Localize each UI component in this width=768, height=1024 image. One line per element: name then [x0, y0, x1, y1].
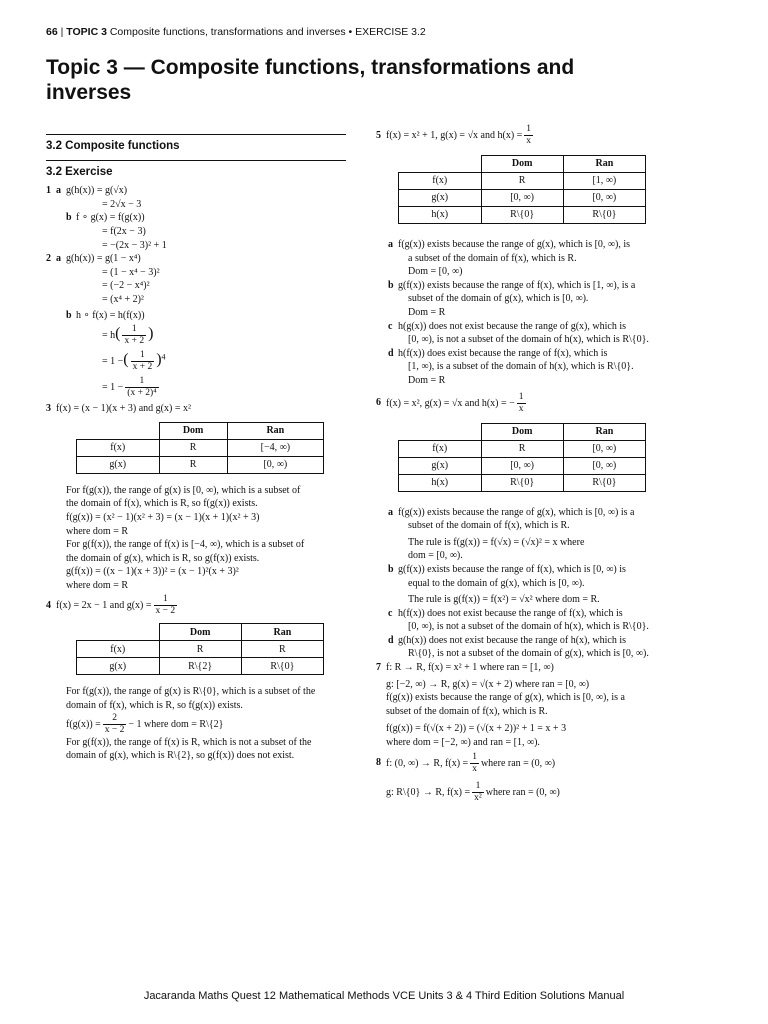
question-5 [376, 124, 672, 388]
q6-line: The rule is g(f(x)) = f(x²) = √x² where dom = R. [408, 594, 600, 606]
q5-number: 5 [376, 129, 381, 141]
q3-line: g(f(x)) = ((x − 1)(x + 3))² = (x − 1)²(x + 3)² [66, 566, 239, 578]
q7-line: f: R → R, f(x) = x² + 1 where ran = [1, ∞) [386, 662, 554, 674]
question-4 [46, 594, 346, 762]
q6-line: [0, ∞), is not a subset of the domain of h(x), which is R\{0}. [408, 621, 649, 633]
running-header [46, 26, 426, 38]
q2-number: 2 [46, 253, 51, 265]
table-header-ran: Ran [563, 156, 645, 173]
q1b-line: = −(2x − 3)² + 1 [102, 239, 167, 251]
q4-line: For g(f(x)), the range of f(x) is R, which is not a subset of the [66, 736, 312, 748]
table-header-dom: Dom [481, 156, 563, 173]
left-column [46, 134, 346, 763]
q3-line: where dom = R [66, 525, 129, 537]
q4-fraction: $\frac{2}{x - 2}$ [104, 712, 125, 735]
q5-line: Dom = R [408, 306, 446, 318]
q3-line: the domain of g(x), which is R, so g(f(x)) exists. [66, 552, 260, 564]
q6-line: The rule is f(g(x)) = f(√x) = (√x)² = x where [408, 536, 585, 548]
header-separator: | [60, 26, 64, 38]
section-heading: 3.2 Composite functions [46, 140, 180, 152]
q5-line: Dom = [0, ∞) [408, 266, 463, 278]
q8-line: f: (0, ∞) → R, f(x) = [386, 757, 469, 769]
q3-line: where dom = R [66, 579, 129, 591]
table-header-dom: Dom [159, 422, 227, 439]
q1a-line: g(h(x)) = g(√x) [66, 185, 128, 197]
table-header-ran: Ran [563, 423, 645, 440]
header-bullet: • [348, 26, 353, 38]
q5-line: [1, ∞), is a subset of the domain of h(x), which is R\{0}. [408, 361, 634, 373]
q4-line: domain of f(x), which is R, so f(g(x)) exists. [66, 700, 243, 712]
q6-line: subset of the domain of f(x), which is R. [408, 520, 570, 532]
q2-part-b: b [66, 309, 72, 321]
q8-line: where ran = (0, ∞) [480, 757, 556, 769]
q2b-line: = 1 − [102, 355, 124, 367]
q3-line: f(g(x)) = (x² − 1)(x² + 3) = (x − 1)(x + 1)(x² + 3) [66, 511, 260, 523]
q5-part-c: c [388, 320, 393, 332]
q8-fraction: $\frac{1}{x}$ [472, 751, 477, 774]
exercise-heading: 3.2 Exercise [46, 165, 113, 178]
header-topic: TOPIC 3 [66, 26, 107, 38]
table-header-dom: Dom [481, 423, 563, 440]
q3-line: the domain of f(x), which is R, so f(g(x)) exists. [66, 498, 258, 510]
table-row: h(x) R\{0} R\{0} [399, 207, 646, 224]
q5-line: a subset of the domain of f(x), which is R. [408, 252, 577, 264]
page-number: 66 [46, 26, 58, 38]
q6-part-d: d [388, 634, 394, 646]
q7-line: f(g(x)) = f(√(x + 2)) = (√(x + 2))² + 1 = x + 3 [386, 723, 567, 735]
header-exercise: EXERCISE 3.2 [355, 26, 426, 38]
q7-line: f(g(x)) exists because the range of g(x), which is [0, ∞), is a [386, 692, 625, 704]
table-header-ran: Ran [227, 422, 323, 439]
table-row: g(x) R\{2} R\{0} [77, 658, 324, 675]
q7-number: 7 [376, 662, 381, 674]
question-3 [46, 402, 346, 592]
table-row: f(x) R R [77, 641, 324, 658]
question-7 [376, 661, 672, 750]
q5-part-a: a [388, 239, 393, 250]
table-row: g(x) R [0, ∞) [77, 456, 324, 473]
q2a-line: = (x⁴ + 2)² [102, 293, 144, 305]
question-8 [376, 752, 672, 804]
q1-part-a: a [56, 185, 61, 197]
q2b-exponent: 4 [161, 352, 166, 362]
q2b-line: = 1 − [102, 381, 124, 393]
q7-line: g: [−2, ∞) → R, g(x) = √(x + 2) where ran = [0, ∞) [386, 678, 590, 690]
section-rule-bottom [46, 160, 346, 161]
q6-table [398, 423, 646, 492]
header-topic-title: Composite functions, transformations and inverses [109, 26, 346, 38]
q5-line: h(f(x)) does exist because the range of f(x), which is [398, 347, 608, 359]
q8-fraction: $\frac{1}{\text{x²}}$ [474, 780, 482, 803]
q1a-line: = 2√x − 3 [102, 198, 142, 210]
q6-fraction: $\frac{1}{x}$ [518, 391, 524, 414]
q3-line: For f(g(x)), the range of g(x) is [0, ∞), which is a subset of [66, 484, 301, 496]
q5-line: subset of the domain of g(x), which is [0, ∞). [408, 293, 589, 305]
question-2: 2 a g(h(x)) = g(1 − x⁴) = (1 − x⁴ − 3)² = (−2 − x⁴)² = (x⁴ + 2)² b h ∘ f(x) = h(f(x)) = h( $\frac{1}{x + 2}$ ) = 1 −( $\frac{1}{x + 2}$ )$^4$ = 1 − $\frac{1}{\text{(x + 2)⁴}}$ [46, 252, 346, 399]
page-footer: Jacaranda Maths Quest 12 Mathematical Methods VCE Units 3 & 4 Third Edition Solutions Manual [143, 990, 625, 1002]
q4-fraction: $\frac{1}{x - 2}$ [155, 594, 176, 617]
question-6 [376, 392, 672, 662]
q4-table [76, 623, 324, 675]
table-row: f(x) R [0, ∞) [399, 440, 646, 457]
q6-number: 6 [376, 397, 381, 409]
table-row: g(x) [0, ∞) [0, ∞) [399, 190, 646, 207]
q6-part-b: b [388, 563, 394, 575]
q4-line: domain of g(x), which is R\{2}, so g(f(x)) does not exist. [66, 750, 295, 762]
q5-part-d: d [388, 347, 394, 359]
q3-table [76, 422, 324, 474]
q6-line: dom = [0, ∞). [408, 550, 463, 562]
q2-part-a: a [56, 253, 61, 265]
q8-number: 8 [376, 757, 381, 769]
q2a-line: g(h(x)) = g(1 − x⁴) [66, 253, 141, 265]
question-1 [46, 184, 346, 252]
q2b-fraction: $\frac{1}{x + 2}$ [124, 324, 145, 347]
q2b-line: = h [102, 329, 116, 341]
q5-statement: f(x) = x² + 1, g(x) = √x and h(x) = [386, 129, 523, 141]
table-row: g(x) [0, ∞) [0, ∞) [399, 457, 646, 474]
table-header-ran: Ran [241, 624, 323, 641]
q6-line: h(f(x)) does not exist because the range of f(x), which is [398, 607, 623, 619]
q7-line: where dom = [−2, ∞) and ran = [1, ∞). [386, 737, 540, 749]
q5-line: g(f(x)) exists because the range of f(x), which is [1, ∞), is a [398, 279, 636, 291]
q6-part-a: a [388, 506, 393, 518]
q6-line: equal to the domain of g(x), which is [0, ∞). [408, 577, 585, 589]
q5-line: h(g(x)) does not exist because the range of g(x), which is [398, 320, 626, 332]
q2a-line: = (−2 − x⁴)² [102, 280, 150, 292]
section-rule-top [46, 134, 346, 135]
q8-line: g: R\{0} → R, f(x) = [386, 786, 471, 798]
table-row: h(x) R\{0} R\{0} [399, 474, 646, 491]
q4-line: − 1 where dom = R\{2} [128, 718, 224, 730]
q5-table [398, 155, 646, 224]
q3-line: For g(f(x)), the range of f(x) is [−4, ∞), which is a subset of [66, 539, 305, 551]
table-row: f(x) R [1, ∞) [399, 173, 646, 190]
q1-part-b: b [66, 212, 72, 224]
q3-statement: f(x) = (x − 1)(x + 3) and g(x) = x² [56, 403, 191, 415]
q5-line: f(g(x)) exists because the range of g(x), which is [0, ∞), is [398, 239, 631, 250]
q6-part-c: c [388, 607, 393, 619]
q6-statement: f(x) = x², g(x) = √x and h(x) = − [386, 397, 515, 409]
q1b-line: f ∘ g(x) = f(g(x)) [76, 212, 145, 224]
q4-line: f(g(x)) = [66, 718, 101, 730]
q2b-fraction: $\frac{1}{x + 2}$ [132, 350, 153, 373]
q6-line: g(f(x)) exists because the range of f(x), which is [0, ∞) is [398, 563, 626, 575]
q6-line: g(h(x)) does not exist because the range of h(x), which is [398, 634, 626, 646]
table-row: f(x) R [−4, ∞) [77, 439, 324, 456]
q6-line: R\{0}, is not a subset of the domain of g(x), which is [0, ∞). [408, 648, 649, 660]
q4-statement: f(x) = 2x − 1 and g(x) = [56, 600, 152, 612]
q4-number: 4 [46, 600, 51, 612]
q5-part-b: b [388, 279, 394, 291]
q4-line: For f(g(x)), the range of g(x) is R\{0}, which is a subset of the [66, 686, 316, 698]
q5-line: [0, ∞), is not a subset of the domain of h(x), which is R\{0}. [408, 334, 649, 346]
table-header-dom: Dom [159, 624, 241, 641]
q3-number: 3 [46, 403, 51, 415]
q5-fraction: $\frac{1}{x}$ [526, 124, 532, 146]
q6-line: f(g(x)) exists because the range of g(x), which is [0, ∞) is a [398, 506, 635, 518]
q1b-line: = f(2x − 3) [102, 225, 146, 237]
q2b-fraction: $\frac{1}{\text{(x + 2)⁴}}$ [127, 376, 157, 399]
q2b-line: h ∘ f(x) = h(f(x)) [76, 309, 145, 321]
q2a-line: = (1 − x⁴ − 3)² [102, 266, 160, 278]
q5-line: Dom = R [408, 374, 446, 386]
q1-number: 1 [46, 185, 51, 197]
right-column [376, 124, 672, 804]
q8-line: where ran = (0, ∞) [485, 786, 560, 798]
page-title: Topic 3 — Composite functions, transformations and inverses [46, 56, 575, 104]
q7-line: subset of the domain of f(x), which is R. [386, 705, 548, 717]
